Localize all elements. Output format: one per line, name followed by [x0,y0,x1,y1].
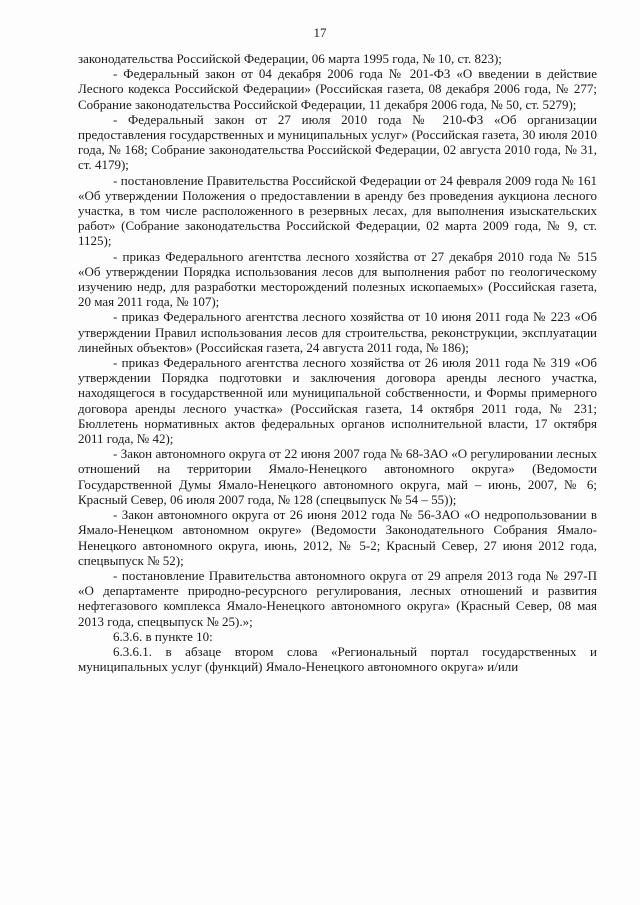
paragraph-11: 6.3.6. в пункте 10: [113,628,213,644]
paragraph-7: - приказ Федерального агентства лесного хозяйства от 26 июля 2011 года № 319 «Об утверждении Порядка подготовки и заключения договора аренды лесного участка, находящегося в государственной или муниципальной собственности, и Формы примерного договора аренды лесного участка» (Российская газета, 14 октября 2011 года, № 231; Бюллетень нормативных актов федеральных органов исполнительной власти, 17 октября 2011 года, № 42); [78,355,597,447]
page-number: 17 [313,25,327,40]
paragraph-1: законодательства Российской Федерации, 06 марта 1995 года, № 10, ст. 823); [78,51,502,66]
paragraph-3: - Федеральный закон от 27 июля 2010 года № 210-ФЗ «Об организации предоставления государственных и муниципальных услуг» (Российская газета, 30 июля 2010 года, № 168; Собрание законодательства Российской Федерации, 02 августа 2010 года, № 31, ст. 4179); [78,111,597,173]
paragraph-9: - Закон автономного округа от 26 июня 2012 года № 56-ЗАО «О недропользовании в Ямало-Ненецком автономном округе» (Ведомости Законодательного Собрания Ямало-Ненецкого автономного округа, июнь, 2012, № 5-2; Красный Север, 27 июня 2012 года, спецвыпуск № 52); [78,507,597,568]
paragraph-6: - приказ Федерального агентства лесного хозяйства от 10 июня 2011 года № 223 «Об утверждении Правил использования лесов для строительства, реконструкции, эксплуатации линейных объектов» (Российская газета, 24 августа 2011 года, № 186); [78,309,597,355]
paragraph-2: - Федеральный закон от 04 декабря 2006 года № 201-ФЗ «О введении в действие Лесного кодекса Российской Федерации» (Российская газета, 08 декабря 2006 года, № 277; Собрание законодательства Российской Федерации, 11 декабря 2006 года, № 50, ст. 5279); [78,66,597,112]
paragraph-12: 6.3.6.1. в абзаце втором слова «Региональный портал государственных и муниципальных услуг (функций) Ямало-Ненецкого автономного округа» и/или [78,643,597,675]
paragraph-8: - Закон автономного округа от 22 июня 2007 года № 68-ЗАО «О регулировании лесных отношений на территории Ямало-Ненецкого автономного округа» (Ведомости Государственной Думы Ямало-Ненецкого автономного округа, май – июнь, 2007, № 6; Красный Север, 06 июля 2007 года, № 128 (спецвыпуск № 54 – 55)); [78,446,597,507]
document-body [78,51,597,674]
paragraph-5: - приказ Федерального агентства лесного хозяйства от 27 декабря 2010 года № 515 «Об утверждении Порядка использования лесов для выполнения работ по геологическому изучению недр, для разработки месторождений полезных ископаемых» (Российская газета, 20 мая 2011 года, № 107); [78,248,597,310]
paragraph-10: - постановление Правительства автономного округа от 29 апреля 2013 года № 297-П «О департаменте природно-ресурсного регулирования, лесных отношений и развития нефтегазового комплекса Ямало-Ненецкого автономного округа» (Красный Север, 08 мая 2013 года, спецвыпуск № 25).»; [78,567,597,629]
paragraph-4: - постановление Правительства Российской Федерации от 24 февраля 2009 года № 161 «Об утверждении Положения о предоставлении в аренду без проведения аукциона лесного участка, в том числе расположенного в резервных лесах, для выполнения изыскательских работ» (Собрание законодательства Российской Федерации, 02 марта 2009 года, № 9, ст. 1125); [78,172,597,249]
